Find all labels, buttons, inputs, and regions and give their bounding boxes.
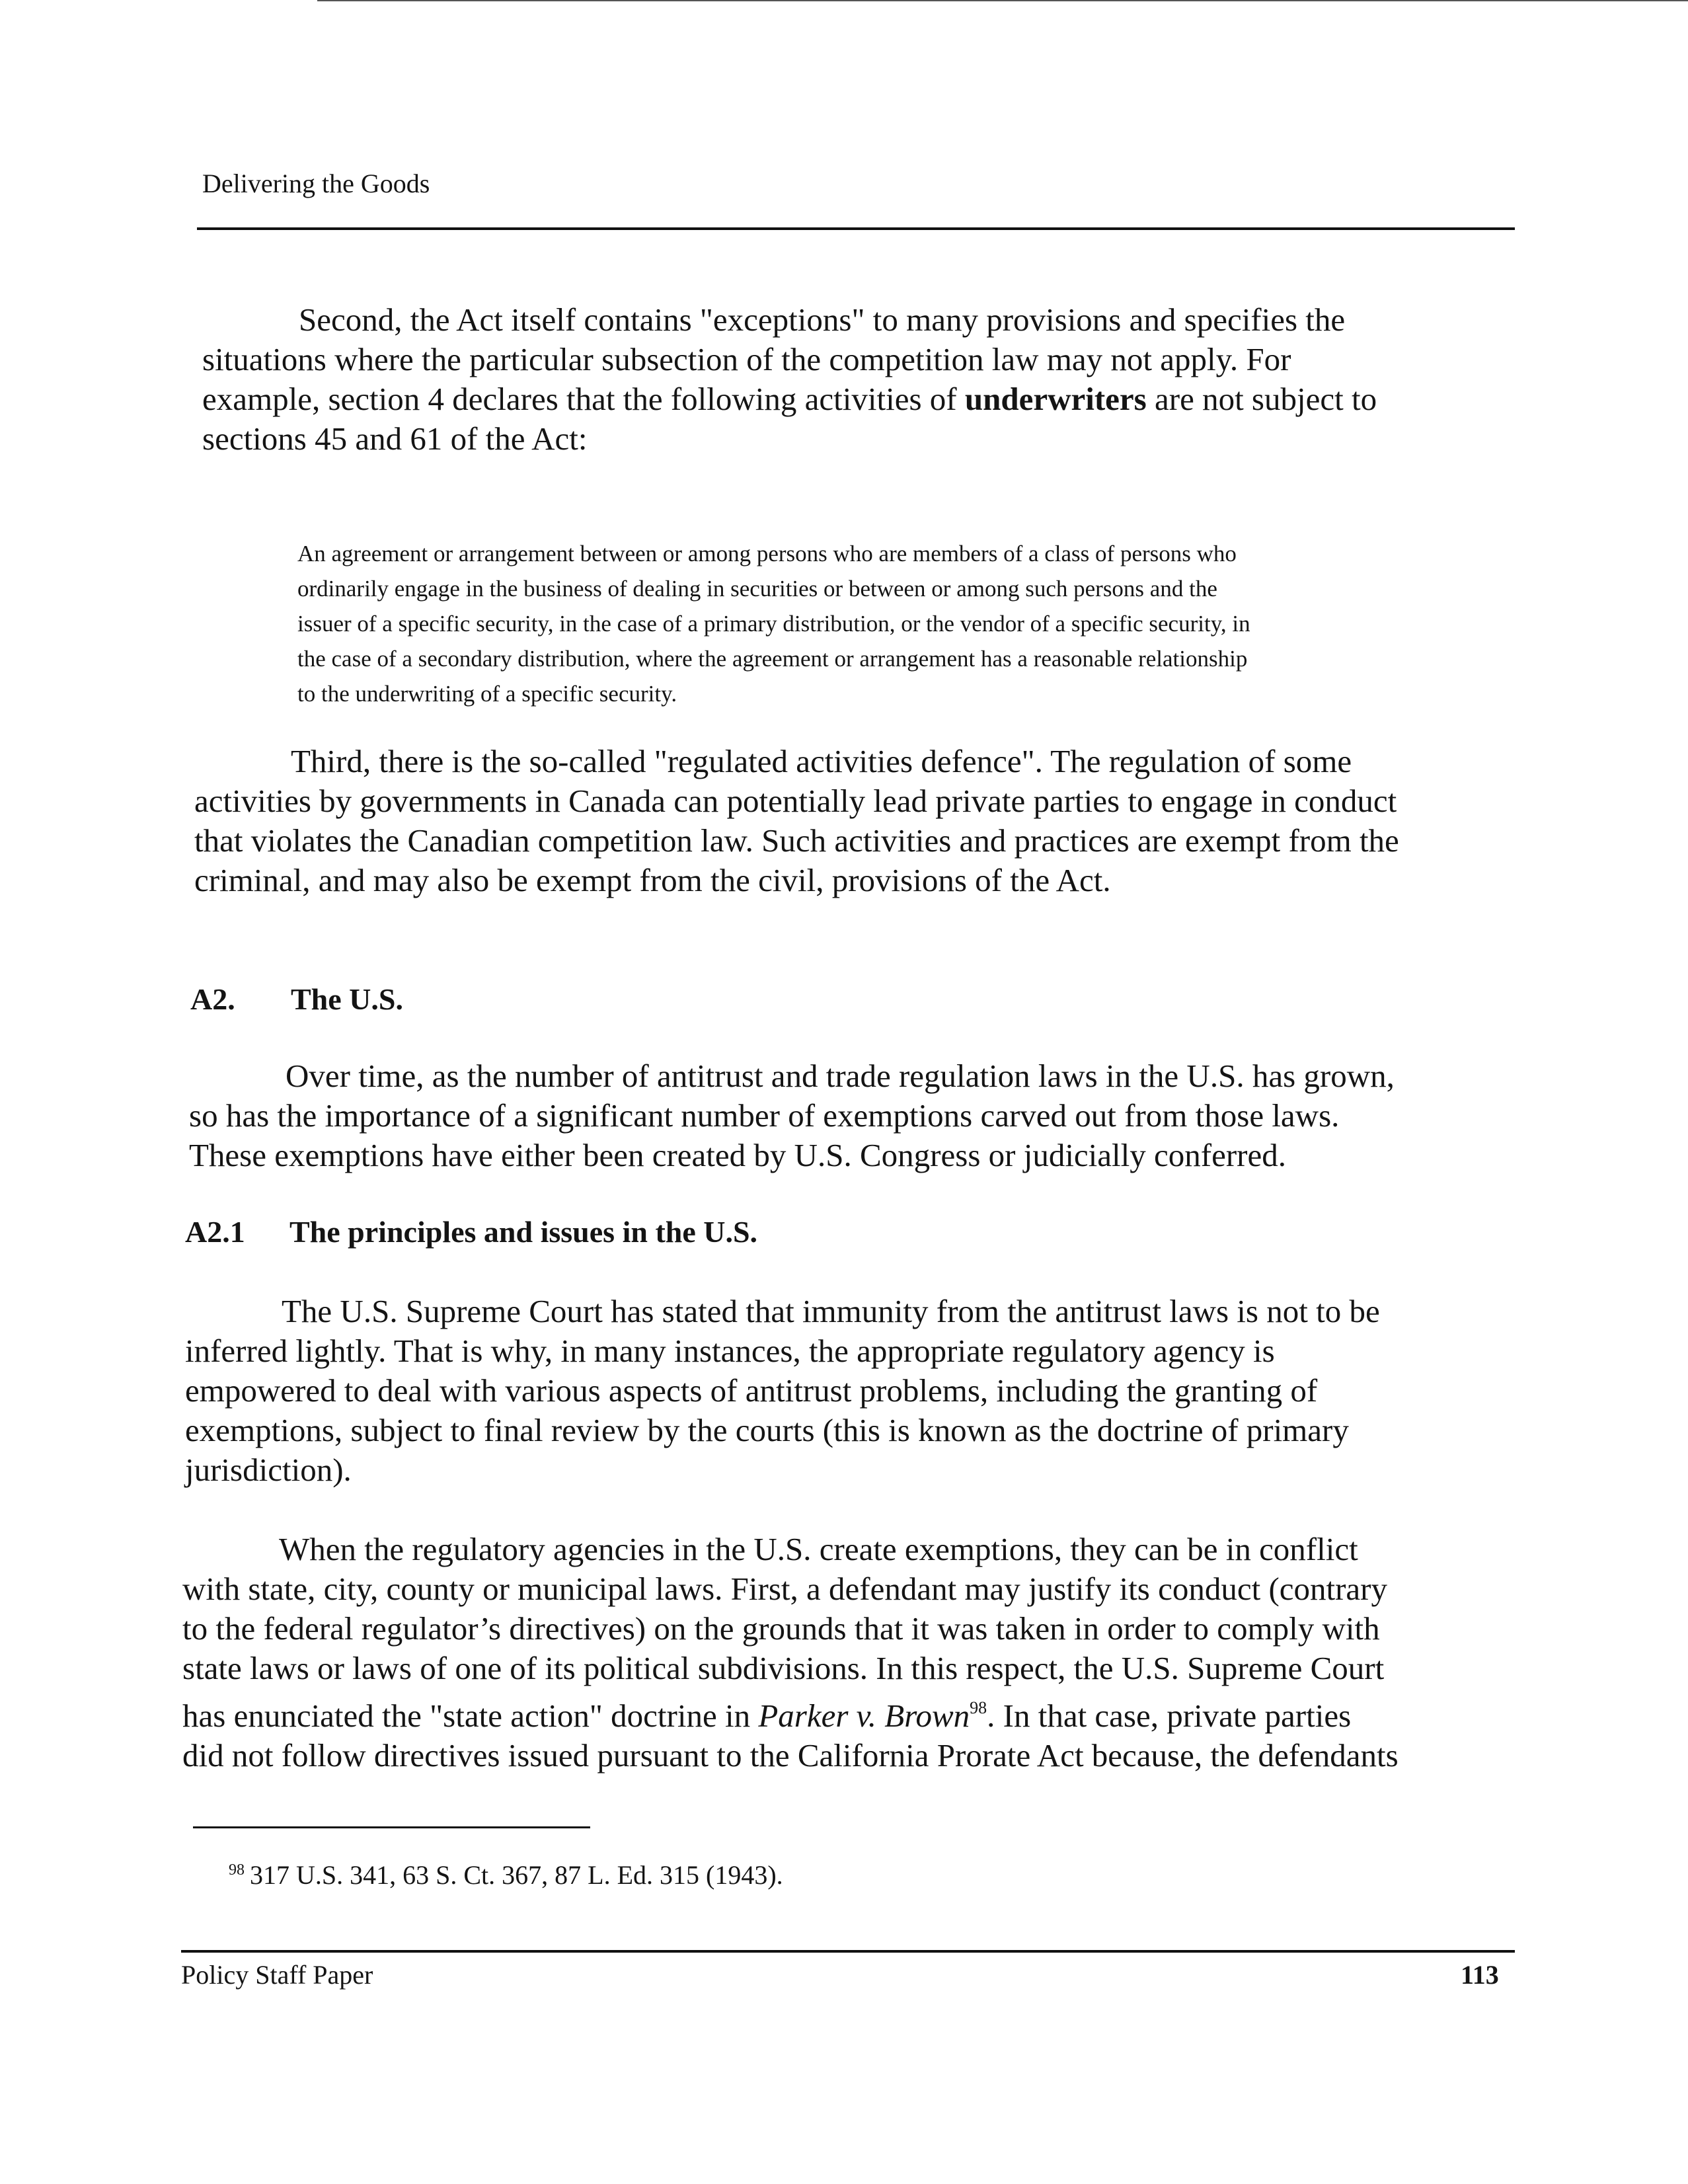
paragraph-us-exemptions: [189, 1056, 1395, 1175]
text-line: Third, there is the so-called "regulated activities defence". The regulation of some: [291, 743, 1352, 779]
quote-line: ordinarily engage in the business of dealing in securities or between or among such persons and the: [297, 576, 1217, 602]
section-title: The U.S.: [291, 982, 403, 1016]
section-heading-a2-1: [185, 1214, 757, 1251]
footnote: [229, 1852, 783, 1894]
section-number: A2.: [190, 982, 235, 1016]
paragraph-state-action: [182, 1530, 1399, 1775]
footnote-reference: 98: [970, 1698, 987, 1717]
section-number: A2.1: [185, 1215, 245, 1249]
text-line: jurisdiction).: [185, 1452, 352, 1488]
footnote-marker: 98: [229, 1861, 245, 1879]
text-line: [202, 379, 1377, 419]
text-line: sections 45 and 61 of the Act:: [202, 420, 588, 457]
text-line: activities by governments in Canada can potentially lead private parties to engage in conduct: [194, 783, 1397, 819]
paragraph-exceptions: [202, 300, 1377, 459]
text-line: to the federal regulator’s directives) on the grounds that it was taken in order to comply with: [182, 1610, 1380, 1647]
text-line: empowered to deal with various aspects of antitrust problems, including the granting of: [185, 1372, 1318, 1409]
header-rule: [197, 227, 1515, 230]
running-footer: Policy Staff Paper: [181, 1960, 373, 1990]
text-line: Over time, as the number of antitrust and trade regulation laws in the U.S. has grown,: [286, 1058, 1395, 1094]
text-line: The U.S. Supreme Court has stated that immunity from the antitrust laws is not to be: [282, 1293, 1380, 1329]
quote-line: An agreement or arrangement between or among persons who are members of a class of persons who: [297, 541, 1237, 566]
text-line: did not follow directives issued pursuant to the California Prorate Act because, the defendants: [182, 1737, 1399, 1774]
text-line: Second, the Act itself contains "exceptions" to many provisions and specifies the: [299, 301, 1346, 338]
running-header: Delivering the Goods: [202, 169, 430, 198]
footnote-text: 317 U.S. 341, 63 S. Ct. 367, 87 L. Ed. 315 (1943).: [250, 1860, 783, 1890]
text-line: that violates the Canadian competition law. Such activities and practices are exempt from the: [194, 822, 1399, 859]
text-line: so has the importance of a significant number of exemptions carved out from those laws.: [189, 1097, 1340, 1134]
text-line: These exemptions have either been created by U.S. Congress or judicially conferred.: [189, 1137, 1286, 1173]
block-quote: [297, 536, 1250, 711]
text-fragment: are not subject to: [1146, 381, 1377, 417]
footer-rule: [181, 1950, 1515, 1953]
paragraph-supreme-court: [185, 1292, 1380, 1490]
section-heading-a2: [190, 981, 403, 1018]
text-fragment: has enunciated the "state action" doctrine in: [182, 1697, 759, 1734]
page-number: 113: [1461, 1960, 1499, 1990]
quote-line: to the underwriting of a specific security.: [297, 681, 677, 707]
text-fragment: example, section 4 declares that the following activities of: [202, 381, 965, 417]
case-citation: Parker v. Brown: [758, 1697, 970, 1734]
text-line: with state, city, county or municipal laws. First, a defendant may justify its conduct (contrary: [182, 1571, 1388, 1607]
quote-line: the case of a secondary distribution, where the agreement or arrangement has a reasonable relationship: [297, 646, 1248, 672]
text-line: exemptions, subject to final review by the courts (this is known as the doctrine of primary: [185, 1412, 1349, 1448]
text-line: state laws or laws of one of its political subdivisions. In this respect, the U.S. Supreme Court: [182, 1650, 1385, 1686]
bold-term: underwriters: [964, 381, 1147, 417]
text-line: When the regulatory agencies in the U.S. create exemptions, they can be in conflict: [279, 1531, 1358, 1567]
text-fragment: . In that case, private parties: [987, 1697, 1352, 1734]
footnote-separator: [193, 1826, 590, 1828]
quote-line: issuer of a specific security, in the case of a primary distribution, or the vendor of a specific security, in: [297, 611, 1250, 637]
section-title: The principles and issues in the U.S.: [289, 1215, 758, 1249]
text-line: situations where the particular subsection of the competition law may not apply. For: [202, 341, 1291, 377]
text-line: inferred lightly. That is why, in many instances, the appropriate regulatory agency is: [185, 1333, 1275, 1369]
text-line: criminal, and may also be exempt from the civil, provisions of the Act.: [194, 862, 1111, 898]
paragraph-regulated-activities: [194, 742, 1399, 900]
scan-top-edge: [317, 0, 1688, 1]
text-line: [182, 1688, 1399, 1736]
